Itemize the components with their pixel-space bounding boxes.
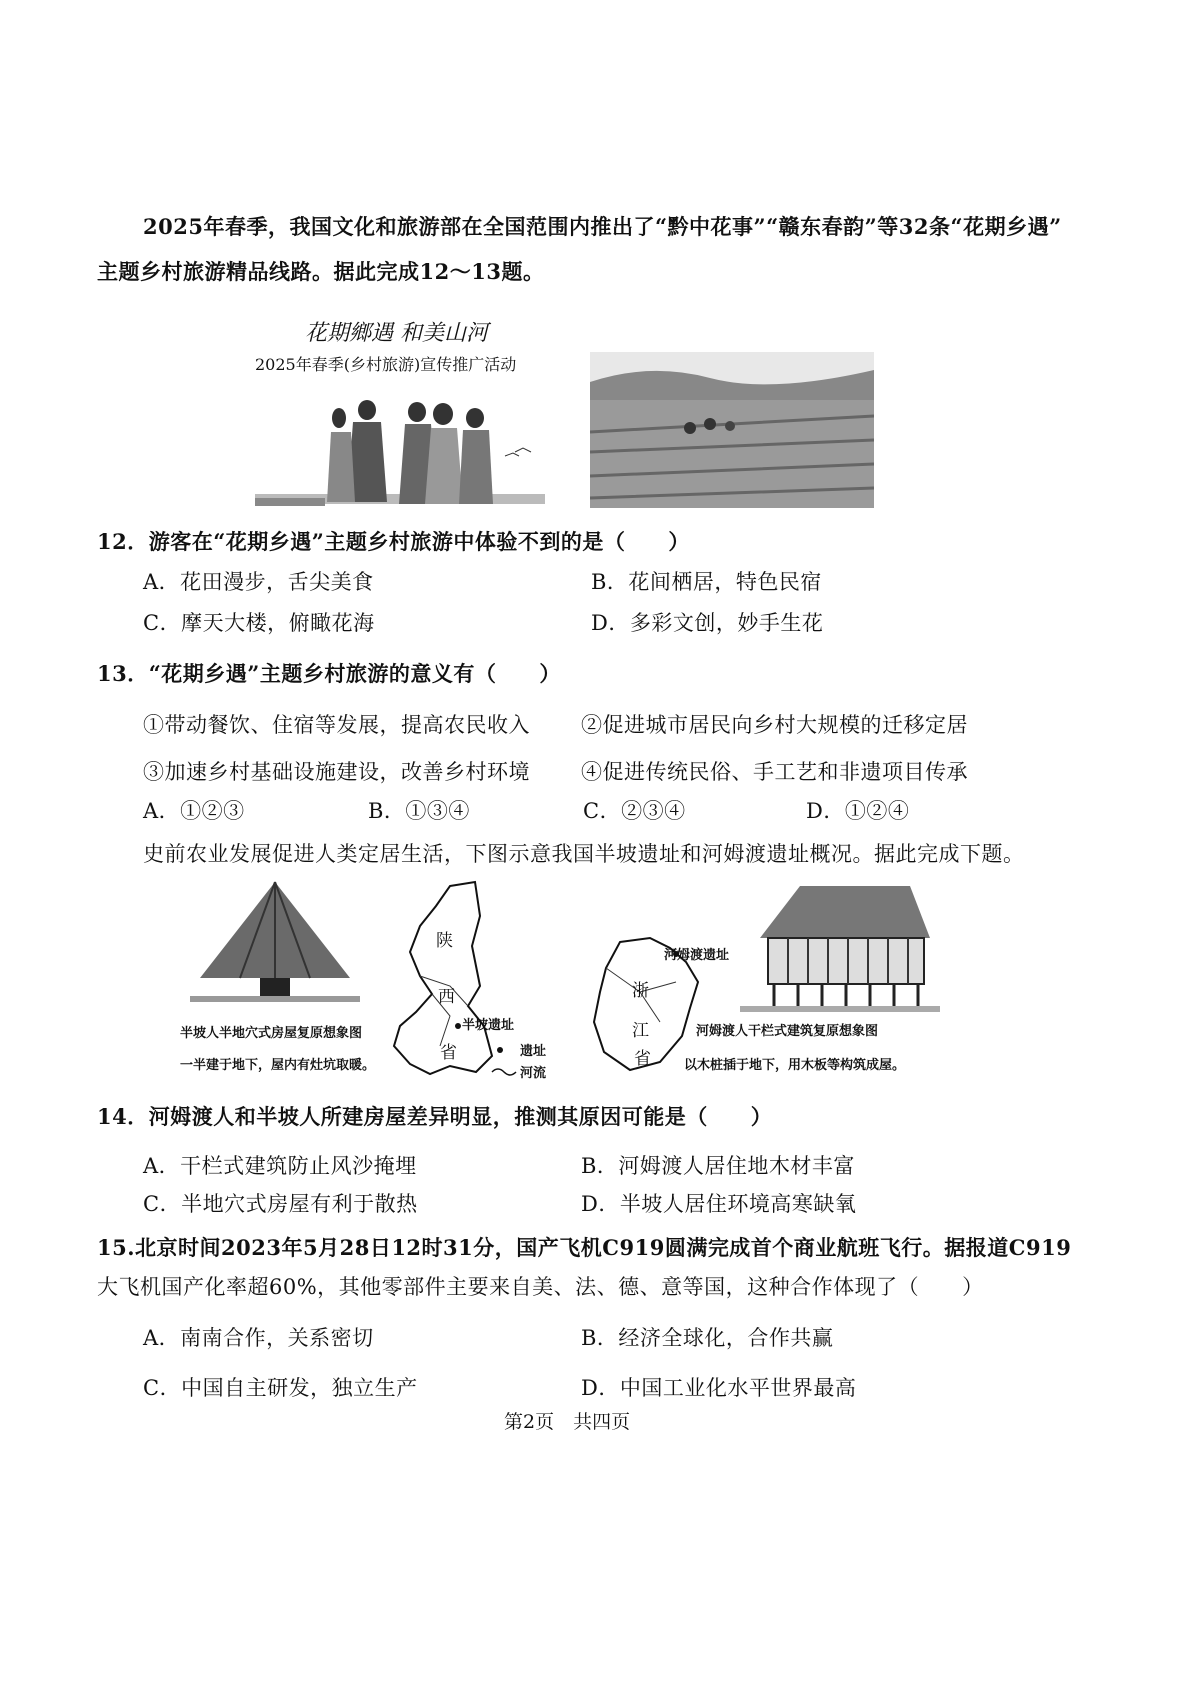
q14-option-a: A．干栏式建筑防止风沙掩埋 <box>143 1154 417 1178</box>
q13-stem: 13．“花期乡遇”主题乡村旅游的意义有（ ） <box>97 661 561 686</box>
q15-line-1: 15.北京时间2023年5月28日12时31分，国产飞机C919圆满完成首个商业航班飞行。据报道C919 <box>97 1235 1072 1260</box>
q14-stem: 14．河姆渡人和半坡人所建房屋差异明显，推测其原因可能是（ ） <box>97 1104 773 1129</box>
q14-option-c: C．半地穴式房屋有利于散热 <box>143 1192 418 1216</box>
poster-image <box>255 312 545 508</box>
intro-line-2: 主题乡村旅游精品线路。据此完成12～13题。 <box>97 259 545 284</box>
q14-option-b: B．河姆渡人居住地木材丰富 <box>581 1154 855 1178</box>
poster-figures-illustration <box>255 382 545 508</box>
page-footer: 第2页 共四页 <box>504 1411 631 1433</box>
legend-site-label: 遗址 <box>520 1044 547 1059</box>
zhejiang-char-1: 浙 <box>632 981 649 1001</box>
shaanxi-char-3: 省 <box>440 1043 457 1063</box>
q13-option-b: B．①③④ <box>368 799 470 823</box>
q12-stem: 12．游客在“花期乡遇”主题乡村旅游中体验不到的是（ ） <box>97 529 690 554</box>
q15-option-c: C．中国自主研发，独立生产 <box>143 1376 418 1400</box>
q15-option-b: B．经济全球化，合作共赢 <box>581 1326 834 1350</box>
zhejiang-char-3: 省 <box>634 1049 651 1069</box>
banpo-caption-1: 半坡人半地穴式房屋复原想象图 <box>180 1026 363 1041</box>
banpo-site-label: 半坡遗址 <box>462 1018 515 1033</box>
q12-option-d: D．多彩文创，妙手生花 <box>591 611 824 635</box>
q15-line-2: 大飞机国产化率超60%，其他零部件主要来自美、法、德、意等国，这种合作体现了（ ） <box>97 1275 984 1299</box>
hemudu-house-illustration <box>740 878 940 1018</box>
intro-14: 史前农业发展促进人类定居生活，下图示意我国半坡遗址和河姆渡遗址概况。据此完成下题。 <box>143 842 1025 866</box>
poster-subtitle: 2025年春季(乡村旅游)宣传推广活动 <box>255 355 517 374</box>
poster-calligraphy: 花期鄉遇 和美山河 <box>305 321 488 346</box>
banpo-caption-2: 一半建于地下，屋内有灶坑取暖。 <box>180 1058 376 1073</box>
q12-option-c: C．摩天大楼，俯瞰花海 <box>143 611 375 635</box>
shaanxi-char-2: 西 <box>438 987 455 1007</box>
q14-option-d: D．半坡人居住环境高寒缺氧 <box>581 1192 857 1216</box>
hemudu-caption-2: 以木桩插于地下，用木板等构筑成屋。 <box>684 1058 906 1073</box>
zhejiang-char-2: 江 <box>632 1021 649 1041</box>
hemudu-caption-1: 河姆渡人干栏式建筑复原想象图 <box>696 1024 879 1039</box>
q12-option-a: A．花田漫步，舌尖美食 <box>143 570 374 594</box>
q13-option-d: D．①②④ <box>806 799 910 823</box>
q13-item-1: ①带动餐饮、住宿等发展，提高农民收入 <box>143 713 530 737</box>
q12-option-b: B．花间栖居，特色民宿 <box>591 570 822 594</box>
q13-item-4: ④促进传统民俗、手工艺和非遗项目传承 <box>581 760 968 784</box>
legend-river-label: 河流 <box>520 1066 547 1081</box>
q13-option-c: C．②③④ <box>583 799 686 823</box>
q13-item-2: ②促进城市居民向乡村大规模的迁移定居 <box>581 713 968 737</box>
sites-figure <box>180 874 960 1086</box>
hemudu-site-label: 河姆渡遗址 <box>664 948 730 963</box>
q15-option-d: D．中国工业化水平世界最高 <box>581 1376 857 1400</box>
q15-option-a: A．南南合作，关系密切 <box>143 1326 374 1350</box>
intro-line-1: 2025年春季，我国文化和旅游部在全国范围内推出了“黔中花事”“赣东春韵”等32条“花期乡遇” <box>143 214 1062 239</box>
shaanxi-char-1: 陕 <box>436 931 453 951</box>
flower-field-photo <box>590 352 874 508</box>
q13-option-a: A．①②③ <box>143 799 245 823</box>
banpo-house-illustration <box>190 878 360 1008</box>
q13-item-3: ③加速乡村基础设施建设，改善乡村环境 <box>143 760 530 784</box>
